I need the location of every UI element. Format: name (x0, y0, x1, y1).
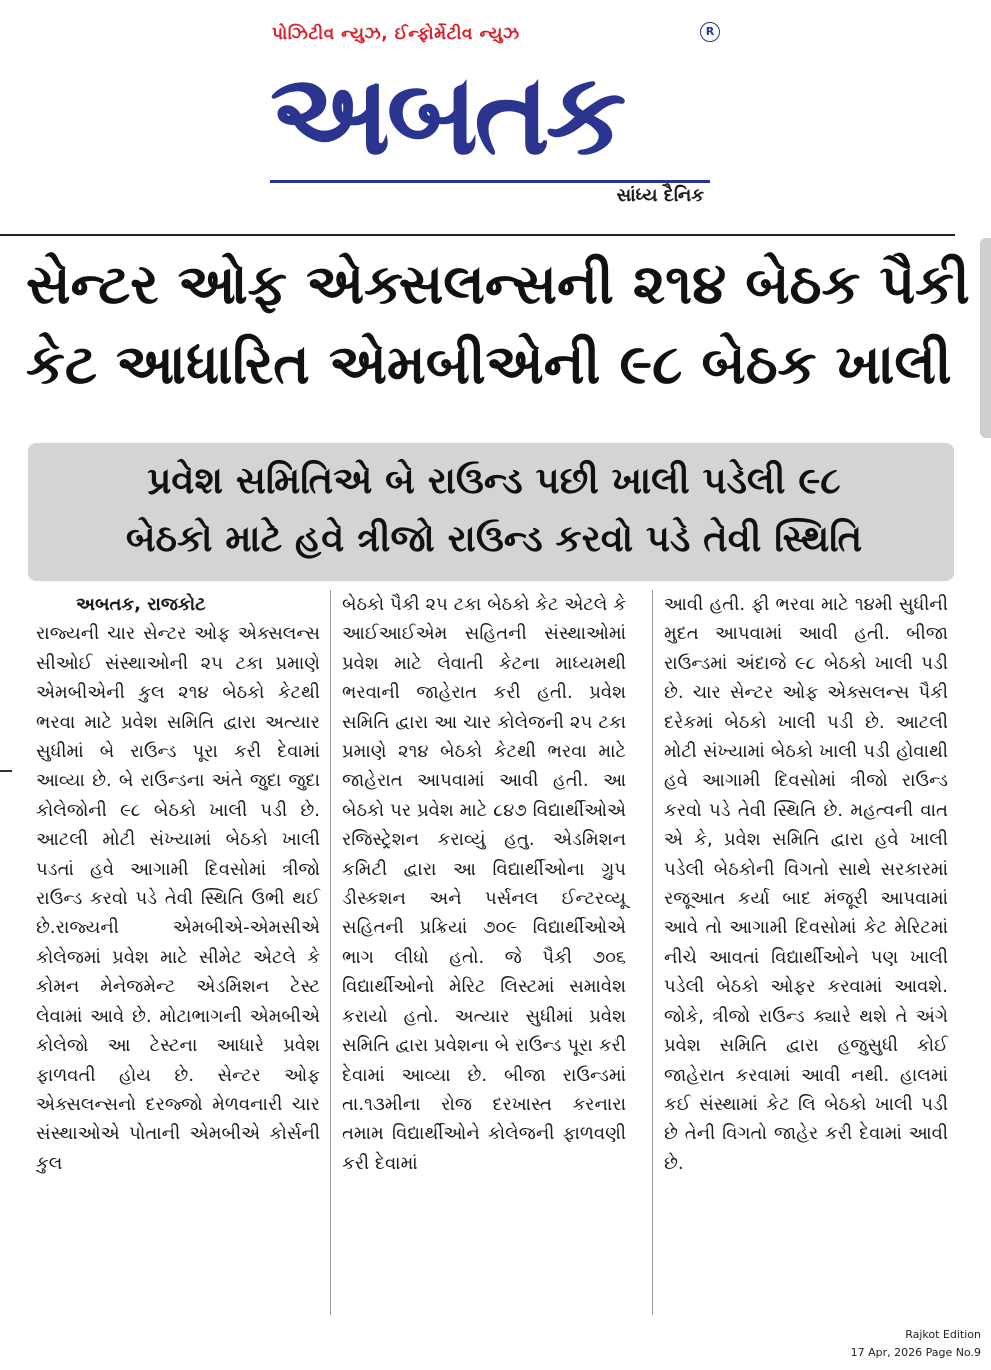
deck-line-1: પ્રવેશ સમિતિએ બે રાઉન્ડ પછી ખાલી પડેલી ૯૮ (147, 459, 841, 502)
headline-line-1: સેન્ટર ઓફ એક્સલન્સની ૨૧૪ બેઠક પૈકી (26, 252, 970, 316)
article-column-1 (36, 590, 320, 1178)
edition-date-page: 17 Apr, 2026 Page No.9 (850, 1346, 981, 1359)
edition-name: Rajkot Edition (905, 1328, 981, 1341)
column-divider (652, 590, 653, 1315)
top-divider (0, 234, 955, 236)
edition-info (851, 1326, 981, 1362)
registered-mark-icon: R (700, 22, 720, 42)
column-divider (330, 590, 331, 1315)
column-2-text: બેઠકો પૈકી ૨૫ ટકા બેઠકો કેટ એટલે કે આઈઆઈએમ સહિતની સંસ્થાઓમાં પ્રવેશ માટે લેવાતી કેટના માધ્યમથી ભરવાની જાહેરાત કરી હતી. પ્રવેશ સમિતિ દ્વારા આ ચાર કોલેજની ૨૫ ટકા પ્રમાણે ૨૧૪ બેઠકો કેટથી ભરવા માટે જાહેરાત આપવામાં આવી હતી. આ બેઠકો પર પ્રવેશ માટે ૮૪૭ વિદ્યાર્થીઓએ રજિસ્ટ્રેશન કરાવ્યું હતુ. એડમિશન કમિટી દ્વારા આ વિદ્યાર્થીઓના ગ્રુપ ડીસ્કશન અને પર્સનલ ઈન્ટરવ્યૂ સહિતની પ્રક્રિયાં ૭૦૯ વિદ્યાર્થીઓએ ભાગ લીધો હતો. જે પૈકી ૭૦૬ વિદ્યાર્થીઓનો મેરિટ લિસ્ટમાં સમાવેશ કરાયો હતો. અત્યાર સુધીમાં પ્રવેશ સમિતિ દ્વારા પ્રવેશના બે રાઉન્ડ પૂરા કરી દેવામાં આવ્યા છે. બીજા રાઉન્ડમાં તા.૧૩મીના રોજ દરખાસ્ત કરનારા તમામ વિદ્યાર્થીઓને કોલેજની ફાળવણી કરી દેવામાં (342, 594, 626, 1174)
column-3-text: આવી હતી. ફી ભરવા માટે ૧૪મી સુધીની મુદત આપવામાં આવી હતી. બીજા રાઉન્ડમાં અંદાજે ૯૮ બેઠકો ખાલી પડી છે. ચાર સેન્ટર ઓફ એક્સલન્સ પૈકી દરેકમાં બેઠકો ખાલી પડી છે. આટલી મોટી સંખ્યામાં બેઠકો ખાલી પડી હોવાથી હવે આગામી દિવસોમાં ત્રીજો રાઉન્ડ કરવો પડે તેવી સ્થિતિ છે. મહત્વની વાત એ કે, પ્રવેશ સમિતિ દ્વારા હવે ખાલી પડેલી બેઠકોની વિગતો સાથે સરકારમાં રજૂઆત કર્યા બાદ મંજૂરી આપવામાં આવે તો આગામી દિવસોમાં કેટ મેરિટમાં નીચે આવતાં વિદ્યાર્થીઓને પણ ખાલી પડેલી બેઠકો ઓફર કરવામાં આવશે. જોકે, ત્રીજો રાઉન્ડ ક્યારે થશે તે અંગે પ્રવેશ સમિતિ દ્વારા હજુસુધી કોઈ જાહેરાત કરવામાં આવી નથી. હાલમાં કઈ સંસ્થામાં કેટ લિ બેઠકો ખાલી પડી છે તેની વિગતો જાહેર કરી દેવામાં આવી છે. (664, 594, 948, 1174)
logo-underline (270, 180, 710, 183)
deck-line-2: બેઠકો માટે હવે ત્રીજો રાઉન્ડ કરવો પડે તેવી સ્થિતિ (125, 517, 863, 560)
masthead-subtitle: સાંધ્ય દૈનિક (616, 185, 704, 206)
masthead-tagline: પોઝિટીવ ન્યુઝ, ઈન્ફોર્મેટીવ ન્યુઝ (272, 24, 520, 44)
headline (26, 244, 970, 404)
cropped-text-strip (30, 208, 860, 222)
headline-line-2: કેટ આધારિત એમબીએની ૯૮ બેઠક ખાલી (26, 332, 952, 396)
article-column-3 (664, 590, 948, 1178)
byline: અબતક, રાજકોટ (76, 594, 206, 615)
masthead (270, 14, 720, 210)
margin-mark (0, 770, 12, 772)
page-edge-tab (980, 238, 991, 438)
column-1-text: રાજ્યની ચાર સેન્ટર ઓફ એક્સલન્સ સીઓઈ સંસ્થાઓની ૨૫ ટકા પ્રમાણે એમબીએની કુલ ૨૧૪ બેઠકો કેટથી ભરવા માટે પ્રવેશ સમિતિ દ્વારા અત્યાર સુધીમાં બે રાઉન્ડ પૂરા કરી દેવામાં આવ્યા છે. બે રાઉન્ડના અંતે જુદા જુદા કોલેજોની ૯૮ બેઠકો ખાલી પડી છે. આટલી મોટી સંખ્યામાં બેઠકો ખાલી પડતાં હવે આગામી દિવસોમાં ત્રીજો રાઉન્ડ કરવો પડે તેવી સ્થિતિ ઉભી થઈ છે.રાજ્યની એમબીએ-એમસીએ કોલેજમાં પ્રવેશ માટે સીમેટ એટલે કે કોમન મેનેજમેન્ટ એડમિશન ટેસ્ટ લેવામાં આવે છે. મોટાભાગની એમબીએ કોલેજો આ ટેસ્ટના આધારે પ્રવેશ ફાળવતી હોય છે. સેન્ટર ઓફ એક્સલન્સનો દરજ્જો મેળવનારી ચાર સંસ્થાઓએ પોતાની એમબીએ કોર્સની કુલ (36, 623, 320, 1174)
newspaper-logo: અબતક (270, 50, 623, 180)
article-column-2 (342, 590, 626, 1178)
deck (44, 452, 944, 568)
